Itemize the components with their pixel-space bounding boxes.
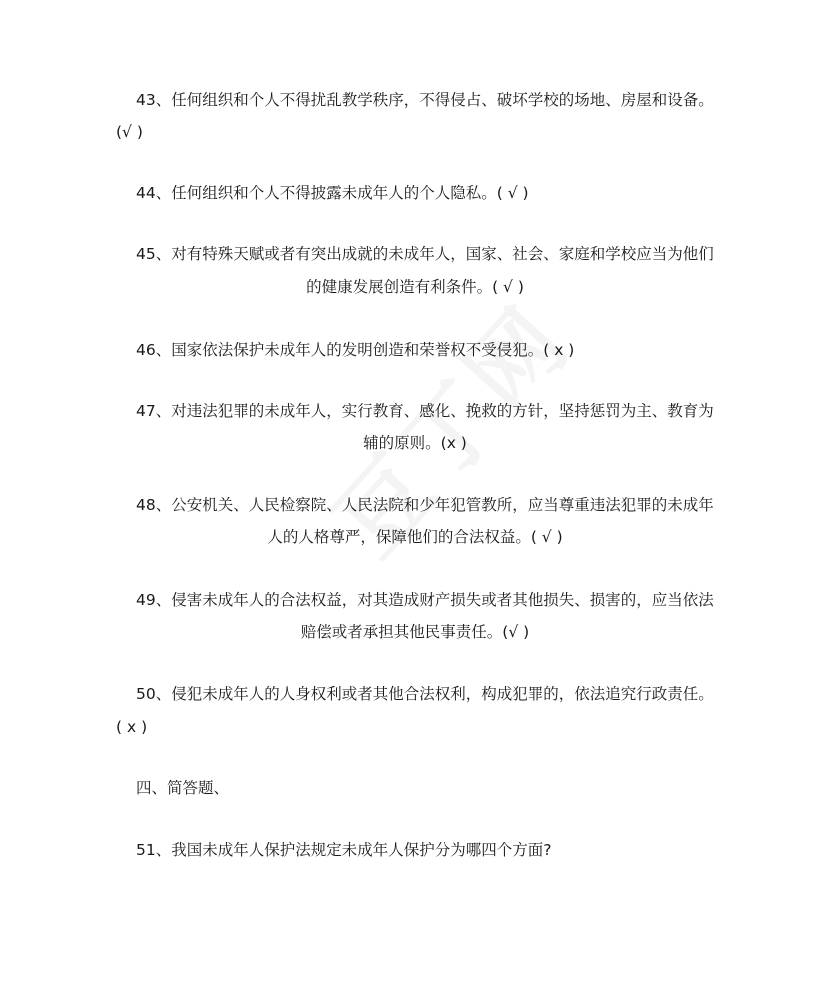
item-49-line2: 赔偿或者承担其他民事责任。(√ ) — [300, 623, 530, 641]
item-50-answer: ( x ) — [116, 718, 148, 736]
item-48-line1: 48、公安机关、人民检察院、人民法院和少年犯管教所，应当尊重违法犯罪的未成年 — [136, 496, 714, 514]
item-43-line1: 43、任何组织和个人不得扰乱教学秩序，不得侵占、破坏学校的场地、房屋和设备。 — [136, 91, 714, 109]
item-43-answer: (√ ) — [116, 123, 143, 141]
item-46-line1: 46、国家依法保护未成年人的发明创造和荣誉权不受侵犯。( x ) — [136, 341, 575, 359]
item-45-line2: 的健康发展创造有利条件。( √ ) — [306, 278, 524, 296]
section-heading: 四、简答题、 — [136, 779, 230, 797]
item-49-line1: 49、侵害未成年人的合法权益，对其造成财产损失或者其他损失、损害的，应当依法 — [136, 591, 714, 609]
item-45-line1: 45、对有特殊天赋或者有突出成就的未成年人，国家、社会、家庭和学校应当为他们 — [136, 245, 714, 263]
item-44-line1: 44、任何组织和个人不得披露未成年人的个人隐私。( √ ) — [136, 184, 529, 202]
item-48-line2: 人的人格尊严，保障他们的合法权益。( √ ) — [267, 528, 563, 546]
item-47-line2: 辅的原则。(x ) — [363, 434, 467, 452]
item-50-line1: 50、侵犯未成年人的人身权利或者其他合法权利，构成犯罪的，依法追究行政责任。 — [136, 685, 714, 703]
question-51: 51、我国未成年人保护法规定未成年人保护分为哪四个方面? — [136, 841, 552, 859]
item-47-line1: 47、对违法犯罪的未成年人，实行教育、感化、挽救的方针，坚持惩罚为主、教育为 — [136, 402, 714, 420]
